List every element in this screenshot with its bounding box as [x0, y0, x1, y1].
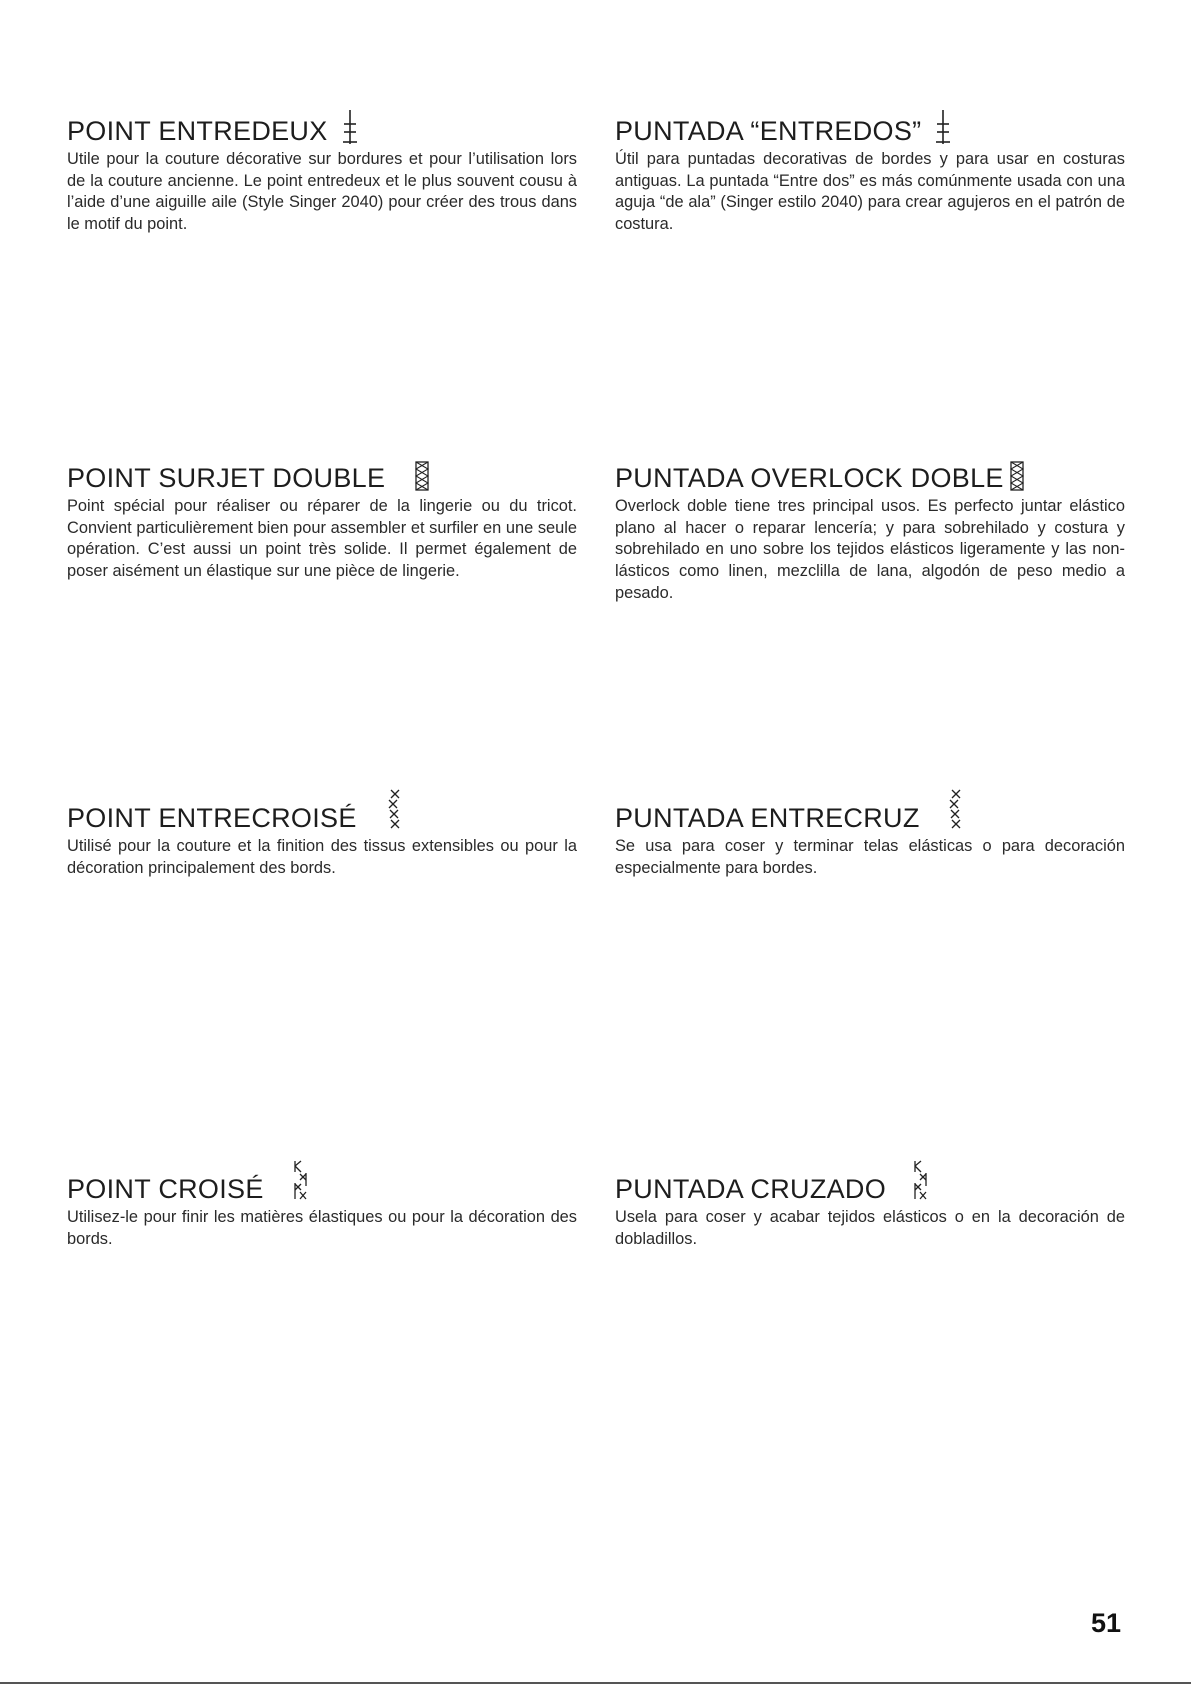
title-text: PUNTADA CRUZADO [615, 1174, 887, 1204]
entredeux-stitch-icon [342, 110, 358, 144]
section-title [615, 106, 1125, 146]
bottom-rule [0, 1682, 1191, 1684]
title-text: PUNTADA ENTRECRUZ [615, 803, 920, 833]
section-body: Utilisez-le pour finir les matières élastiques ou pour la décoration des bords. [67, 1208, 577, 1248]
section-title [615, 793, 1125, 833]
section-point-entredeux [67, 106, 577, 236]
crossed-stitch-icon [912, 1160, 928, 1200]
section-body: Overlock doble tiene tres principal usos. Es perfecto juntar elástico plano al hacer o reparar lencería; y para sobrehilado y costura y sobrehilado en uno sobre los tejidos elásticos ligeramente y las non-lásticos como linen, mezclilla de lana, algodón de peso medio a pesado. [615, 497, 1125, 602]
section-body: Útil para puntadas decorativas de bordes y para usar en costuras antiguas. La puntada “Entre dos” es más comúnmente usada con una aguja “de ala” (Singer estilo 2040) para crear agujeros en el patrón de costura. [615, 150, 1125, 234]
section-body: Utilisé pour la couture et la finition des tissus extensibles ou pour la décoration principalement des bords. [67, 837, 577, 877]
title-text: POINT ENTRECROISÉ [67, 803, 357, 833]
section-body: Utile pour la couture décorative sur bordures et pour l’utilisation lors de la couture ancienne. Le point entredeux et le plus souvent cousu à l’aide d’une aiguille aile (Style Singer 2040) pour créer des trous dans le motif du point. [67, 150, 577, 234]
title-text: POINT CROISÉ [67, 1174, 264, 1204]
section-puntada-overlock-doble [615, 453, 1125, 605]
crossed-stitch-icon [292, 1160, 308, 1200]
section-title [67, 1164, 577, 1204]
title-text: PUNTADA OVERLOCK DOBLE [615, 463, 1004, 493]
section-title [615, 1164, 1125, 1204]
page-number: 51 [1090, 1608, 1121, 1638]
cross-stitch-icon [946, 789, 962, 829]
title-text: POINT ENTREDEUX [67, 116, 328, 146]
section-puntada-entrecruz [615, 793, 1125, 879]
section-body: Usela para coser y acabar tejidos elásticos o en la decoración de dobladillos. [615, 1208, 1125, 1248]
section-point-croise [67, 1164, 577, 1250]
section-puntada-entredos [615, 106, 1125, 236]
section-title [67, 793, 577, 833]
entredeux-stitch-icon [935, 110, 951, 144]
section-puntada-cruzado [615, 1164, 1125, 1250]
double-overlock-stitch-icon [1010, 461, 1024, 491]
cross-stitch-icon [385, 789, 401, 829]
section-point-surjet-double [67, 453, 577, 583]
title-text: PUNTADA “ENTREDOS” [615, 116, 922, 146]
title-text: POINT SURJET DOUBLE [67, 463, 386, 493]
section-point-entrecroise [67, 793, 577, 879]
double-overlock-stitch-icon [415, 461, 429, 491]
section-title [615, 453, 1125, 493]
section-title [67, 453, 577, 493]
section-title [67, 106, 577, 146]
section-body: Point spécial pour réaliser ou réparer de la lingerie ou du tricot. Convient particulièrement bien pour assembler et surfiler en une seule opération. C’est aussi un point très solide. Il permet également de poser aisément un élastique sur une pièce de lingerie. [67, 497, 577, 581]
section-body: Se usa para coser y terminar telas elásticas o para decoración especialmente para bordes. [615, 837, 1125, 877]
